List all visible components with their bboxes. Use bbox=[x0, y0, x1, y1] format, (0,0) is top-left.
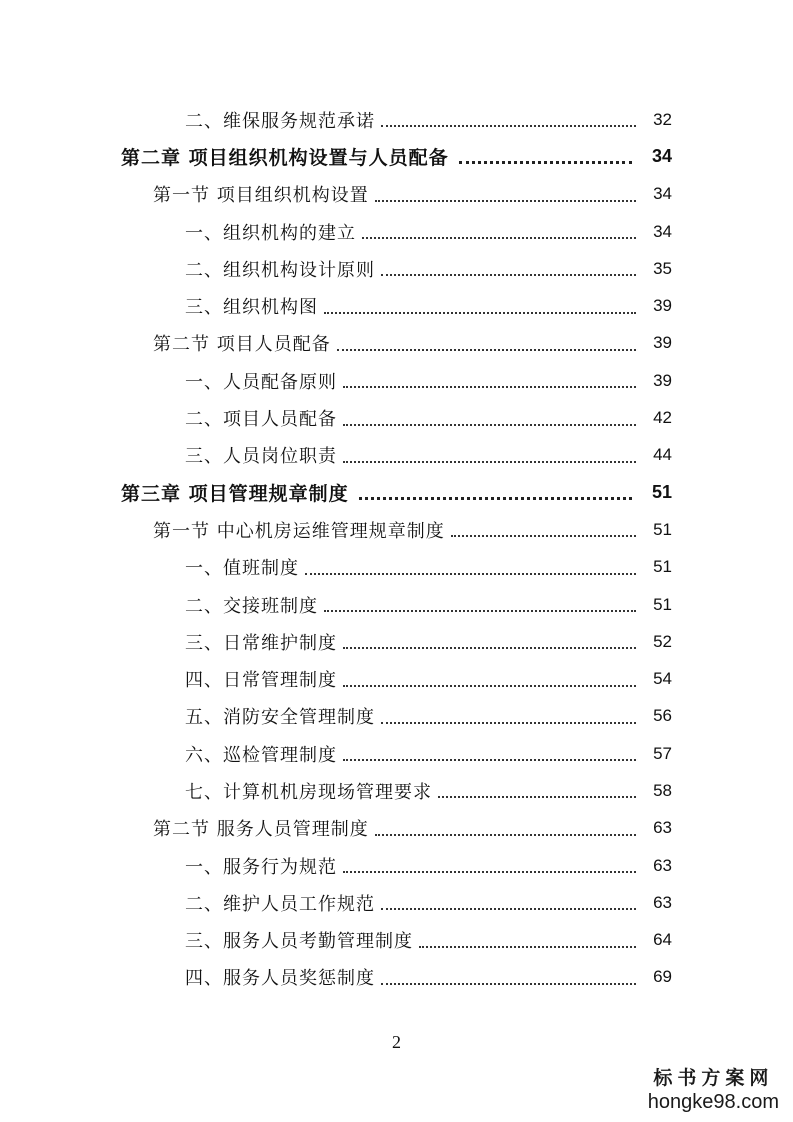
toc-entry[interactable] bbox=[0, 623, 793, 660]
toc-entry-title: 四、日常管理制度 bbox=[185, 670, 337, 692]
toc-leader-dots bbox=[451, 534, 636, 537]
toc-leader-dots bbox=[362, 236, 636, 239]
toc-entry[interactable] bbox=[0, 959, 793, 996]
toc-entry[interactable] bbox=[0, 660, 793, 697]
toc-entry[interactable] bbox=[0, 101, 793, 138]
toc-entry-page: 42 bbox=[653, 408, 672, 428]
toc-leader-dots bbox=[381, 124, 636, 127]
toc-leader-dots bbox=[459, 160, 632, 164]
toc-entry-title: 四、服务人员奖惩制度 bbox=[185, 968, 375, 990]
watermark bbox=[648, 1063, 779, 1114]
toc-entry-page: 39 bbox=[653, 370, 672, 390]
toc-leader-dots bbox=[337, 348, 636, 351]
toc-entry[interactable] bbox=[0, 698, 793, 735]
toc-leader-dots bbox=[381, 982, 636, 985]
toc-leader-dots bbox=[324, 609, 636, 612]
toc-entry-page: 63 bbox=[653, 855, 672, 875]
toc-entry-title: 三、服务人员考勤管理制度 bbox=[185, 931, 413, 953]
toc-leader-dots bbox=[375, 199, 636, 202]
toc-entry-page: 51 bbox=[653, 594, 672, 614]
toc-entry[interactable] bbox=[0, 138, 793, 175]
toc-entry-title: 一、组织机构的建立 bbox=[185, 222, 356, 244]
toc-entry-page: 51 bbox=[653, 519, 672, 539]
toc-entry-title: 二、维保服务规范承诺 bbox=[185, 110, 375, 132]
toc-entry-title: 七、计算机机房现场管理要求 bbox=[185, 781, 432, 803]
toc-entry-page: 56 bbox=[653, 706, 672, 726]
toc-leader-dots bbox=[381, 907, 636, 910]
toc-entry[interactable] bbox=[0, 176, 793, 213]
toc-entry[interactable] bbox=[0, 511, 793, 548]
table-of-contents bbox=[0, 101, 793, 996]
toc-entry-page: 63 bbox=[653, 892, 672, 912]
toc-leader-dots bbox=[343, 758, 636, 761]
toc-entry-title: 五、消防安全管理制度 bbox=[185, 707, 375, 729]
toc-leader-dots bbox=[419, 945, 636, 948]
toc-entry-title: 第一节 项目组织机构设置 bbox=[153, 185, 369, 207]
toc-entry-page: 34 bbox=[653, 221, 672, 241]
toc-leader-dots bbox=[305, 572, 636, 575]
toc-entry[interactable] bbox=[0, 735, 793, 772]
toc-entry[interactable] bbox=[0, 586, 793, 623]
toc-leader-dots bbox=[343, 870, 636, 873]
toc-entry-page: 39 bbox=[653, 333, 672, 353]
watermark-title: 标书方案网 bbox=[653, 1067, 774, 1089]
toc-leader-dots bbox=[343, 423, 636, 426]
toc-entry-title: 一、服务行为规范 bbox=[185, 856, 337, 878]
toc-entry[interactable] bbox=[0, 847, 793, 884]
toc-entry-page: 57 bbox=[653, 743, 672, 763]
toc-entry-title: 二、项目人员配备 bbox=[185, 409, 337, 431]
toc-entry-page: 64 bbox=[653, 930, 672, 950]
toc-entry[interactable] bbox=[0, 213, 793, 250]
toc-entry[interactable] bbox=[0, 362, 793, 399]
toc-entry-page: 39 bbox=[653, 296, 672, 316]
toc-entry-page: 51 bbox=[653, 557, 672, 577]
toc-leader-dots bbox=[343, 646, 636, 649]
toc-entry[interactable] bbox=[0, 287, 793, 324]
toc-entry-page: 51 bbox=[651, 482, 672, 503]
toc-entry-title: 第三章 项目管理规章制度 bbox=[121, 483, 349, 506]
toc-leader-dots bbox=[359, 496, 632, 500]
toc-entry[interactable] bbox=[0, 474, 793, 511]
toc-entry-title: 第二节 项目人员配备 bbox=[153, 334, 331, 356]
toc-entry-page: 54 bbox=[653, 669, 672, 689]
toc-entry-title: 二、维护人员工作规范 bbox=[185, 893, 375, 915]
toc-entry[interactable] bbox=[0, 250, 793, 287]
page-number: 2 bbox=[392, 1032, 401, 1052]
toc-entry-page: 69 bbox=[653, 967, 672, 987]
toc-entry[interactable] bbox=[0, 325, 793, 362]
toc-entry[interactable] bbox=[0, 549, 793, 586]
watermark-url: hongke98.com bbox=[647, 1091, 779, 1113]
toc-entry-title: 第二章 项目组织机构设置与人员配备 bbox=[121, 147, 449, 170]
toc-entry[interactable] bbox=[0, 437, 793, 474]
toc-leader-dots bbox=[438, 795, 636, 798]
toc-entry-title: 第一节 中心机房运维管理规章制度 bbox=[153, 520, 445, 542]
toc-entry-title: 一、人员配备原则 bbox=[185, 371, 337, 393]
toc-entry-page: 32 bbox=[653, 109, 672, 129]
toc-entry-title: 一、值班制度 bbox=[185, 558, 299, 580]
toc-entry-title: 第二节 服务人员管理制度 bbox=[153, 819, 369, 841]
toc-leader-dots bbox=[381, 721, 636, 724]
toc-leader-dots bbox=[343, 460, 636, 463]
toc-entry[interactable] bbox=[0, 810, 793, 847]
toc-leader-dots bbox=[324, 311, 636, 314]
toc-leader-dots bbox=[375, 833, 636, 836]
toc-entry[interactable] bbox=[0, 772, 793, 809]
toc-entry-title: 三、人员岗位职责 bbox=[185, 446, 337, 468]
toc-entry[interactable] bbox=[0, 399, 793, 436]
toc-leader-dots bbox=[343, 684, 636, 687]
toc-entry-title: 三、日常维护制度 bbox=[185, 632, 337, 654]
toc-entry-page: 58 bbox=[653, 780, 672, 800]
toc-entry-page: 34 bbox=[653, 184, 672, 204]
toc-leader-dots bbox=[343, 385, 636, 388]
toc-entry[interactable] bbox=[0, 884, 793, 921]
toc-entry-title: 二、交接班制度 bbox=[185, 595, 318, 617]
toc-entry-page: 34 bbox=[651, 146, 672, 167]
toc-entry[interactable] bbox=[0, 922, 793, 959]
toc-entry-page: 63 bbox=[653, 818, 672, 838]
toc-entry-title: 六、巡检管理制度 bbox=[185, 744, 337, 766]
toc-entry-page: 52 bbox=[653, 631, 672, 651]
toc-entry-title: 二、组织机构设计原则 bbox=[185, 259, 375, 281]
toc-leader-dots bbox=[381, 273, 636, 276]
toc-entry-title: 三、组织机构图 bbox=[185, 297, 318, 319]
toc-entry-page: 44 bbox=[653, 445, 672, 465]
toc-entry-page: 35 bbox=[653, 258, 672, 278]
